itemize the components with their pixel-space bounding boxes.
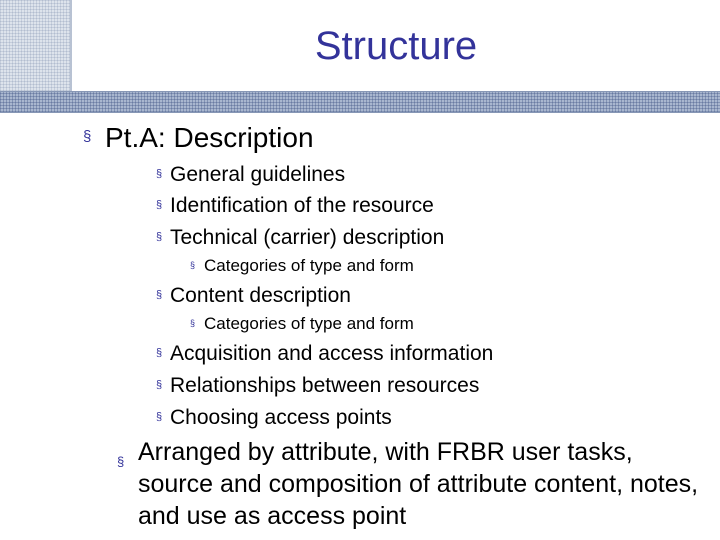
sub-bullet-acquisition: [156, 340, 493, 367]
bullet-text: Technical (carrier) description: [170, 226, 445, 249]
sub-bullet-access-points: [156, 404, 392, 431]
decorative-header-band: [0, 91, 720, 113]
slide-title: Structure: [314, 24, 478, 68]
sub-bullet-technical-description: [156, 224, 444, 251]
bullet-text: Pt.A: Description: [105, 122, 314, 153]
sub-bullet-content-description: [156, 282, 351, 309]
sub-sub-bullet-categories-2: [190, 312, 414, 335]
bullet-text: Arranged by attribute, with FRBR user tasks, source and composition of attribute content, notes, and use as access point: [138, 438, 699, 530]
bullet-text: Relationships between resources: [170, 374, 480, 397]
bullet-icon: §: [156, 347, 163, 359]
bullet-icon: §: [156, 231, 163, 243]
bullet-icon: §: [156, 379, 163, 391]
decorative-left-rail: [0, 0, 72, 91]
sub-sub-bullet-categories-1: [190, 254, 414, 277]
sub-bullet-relationships: [156, 372, 479, 399]
bullet-icon: §: [156, 168, 163, 180]
sub-bullet-identification: [156, 192, 434, 219]
bullet-icon: §: [117, 454, 125, 469]
bullet-text: Content description: [170, 284, 351, 307]
bullet-icon: §: [83, 128, 92, 145]
bullet-icon: §: [190, 260, 196, 270]
bullet-text: Acquisition and access information: [170, 342, 494, 365]
bullet-icon: §: [156, 199, 163, 211]
bullet-text: Identification of the resource: [170, 194, 434, 217]
bullet-icon: §: [190, 318, 196, 328]
sub-bullet-general-guidelines: [156, 161, 345, 188]
bullet-text: Categories of type and form: [204, 314, 414, 333]
bullet-text: General guidelines: [170, 163, 346, 186]
bullet-icon: §: [156, 289, 163, 301]
bullet-text: Choosing access points: [170, 406, 392, 429]
bullet-arranged-by-attribute: [117, 436, 707, 532]
bullet-pt-a-description: [83, 121, 314, 154]
bullet-text: Categories of type and form: [204, 256, 414, 275]
bullet-icon: §: [156, 411, 163, 423]
